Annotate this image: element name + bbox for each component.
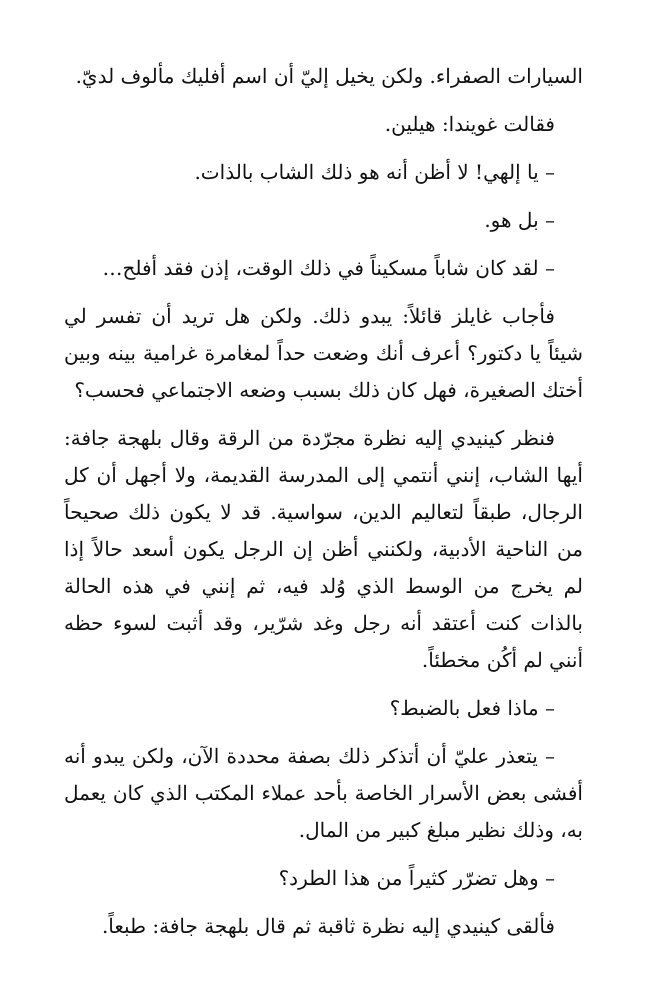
- paragraph-kennedy-reply: فنظر كينيدي إليه نظرة مجرّدة من الرقة وقال بلهجة جافة: أيها الشاب، إنني أنتمي إلى المدرسة القديمة، ولا أجهل أن كل الرجال، طبقاً لتعاليم الدين، سواسية. قد لا يكون ذلك صحيحاً من الناحية الأدبية، ولكنني أظن إن الرجل يكون أسعد حالاً إذا لم يخرج من الوسط الذي وُلد فيه، ثم إنني في هذه الحالة بالذات كنت أعتقد أنه رجل وغد شرّير، وقد أثبت لسوء حظه أنني لم أكُن مخطئاً.: [64, 426, 583, 672]
- paragraph-1: السيارات الصفراء. ولكن يخيل إليّ أن اسم أفليك مألوف لديّ.: [75, 64, 583, 88]
- dialogue-line-4: – ماذا فعل بالضبط؟: [389, 696, 555, 720]
- paragraph-kennedy-explanation: – يتعذر عليّ أن أتذكر ذلك بصفة محددة الآن، ولكن يبدو أنه أفشى بعض الأسرار الخاصة بأحد عملاء المكتب الذي كان يعمل به، وذلك نظير مبلغ كبير من المال.: [64, 744, 583, 842]
- dialogue-line-5: – وهل تضرّر كثيراً من هذا الطرد؟: [278, 866, 555, 890]
- paragraph-giles-question: فأجاب غايلز قائلاً: يبدو ذلك. ولكن هل تريد أن تفسر لي شيئاً يا دكتور؟ أعرف أنك وضعت حداً لمغامرة غرامية بينه وبين أختك الصغيرة، فهل كان ذلك بسبب وضعه الاجتماعي فحسب؟: [64, 304, 583, 402]
- dialogue-line-3: – لقد كان شاباً مسكيناً في ذلك الوقت، إذن فقد أفلح…: [102, 256, 555, 280]
- paragraph-final: فألقى كينيدي إليه نظرة ثاقبة ثم قال بلهجة جافة: طبعاً.: [101, 914, 555, 938]
- dialogue-line-2: – بل هو.: [484, 208, 555, 232]
- dialogue-line-1: – يا إلهي! لا أظن أنه هو ذلك الشاب بالذات.: [194, 160, 555, 184]
- paragraph-2: فقالت غويندا: هيلين.: [384, 112, 555, 136]
